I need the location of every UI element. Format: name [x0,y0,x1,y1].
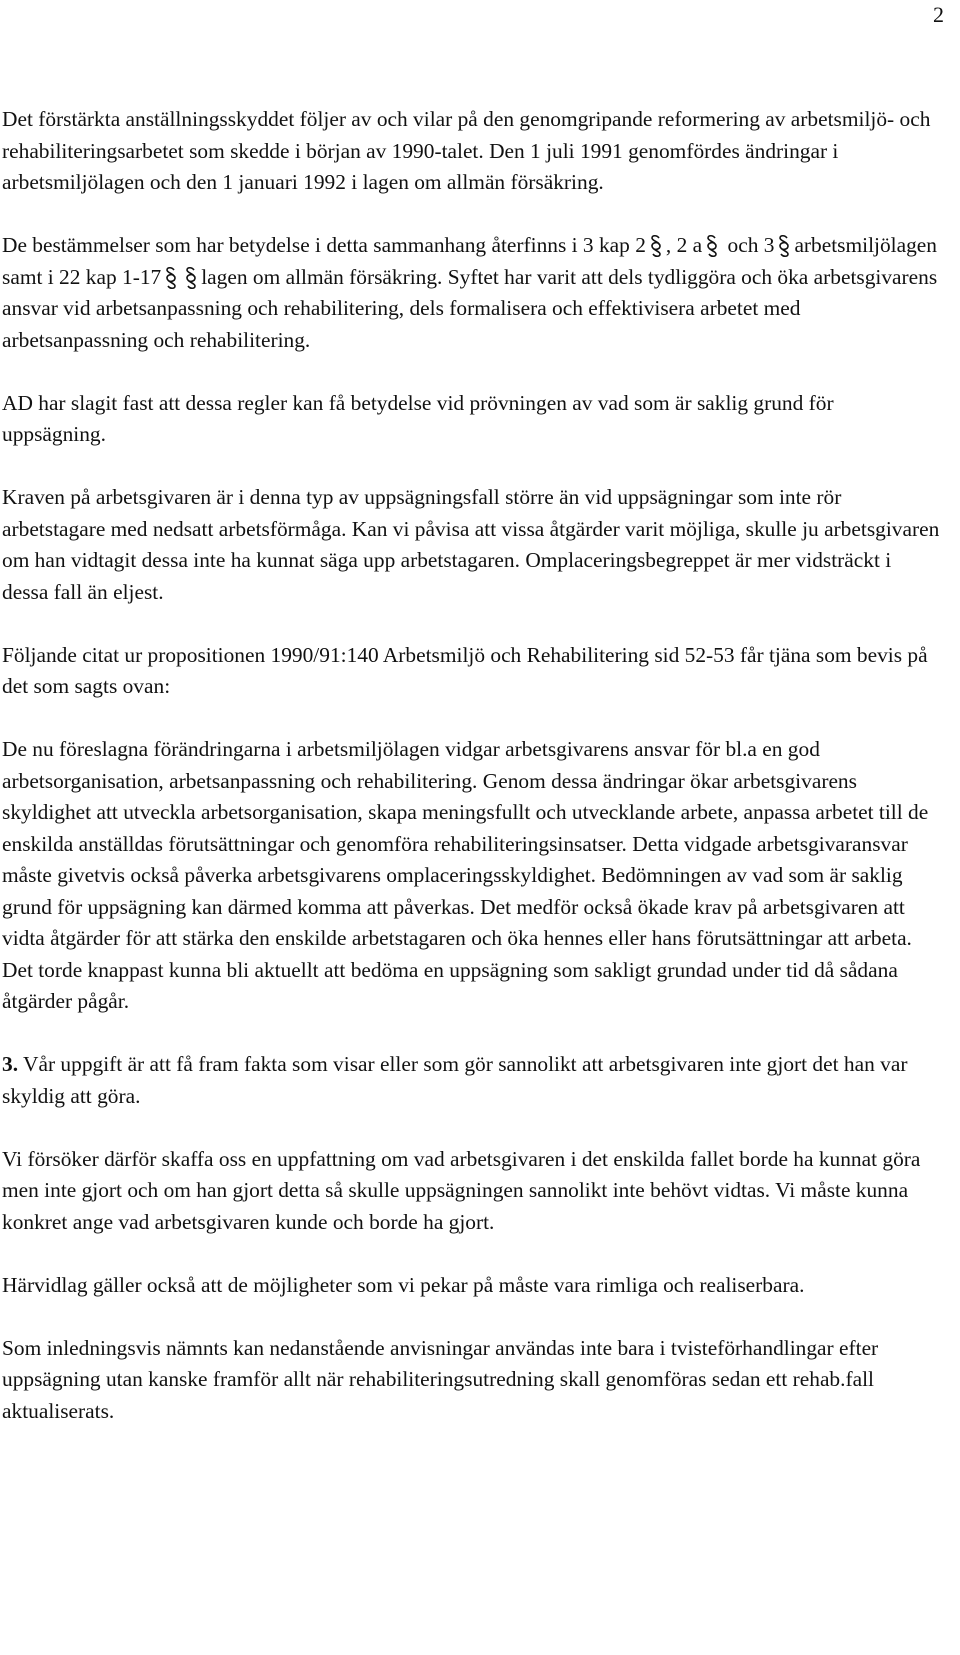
paragraph-1: Det förstärkta anställningsskyddet följer av och vilar på den genomgripande reformering av arbetsmiljö- och rehabiliteringsarbetet som skedde i början av 1990-talet. Den 1 juli 1991 genomfördes ändringar i arbetsmiljölagen och den 1 januari 1992 i lagen om allmän försäkring. [2,107,931,194]
paragraph-4: Kraven på arbetsgivaren är i denna typ av uppsägningsfall större än vid uppsägningar som inte rör arbetstagare med nedsatt arbetsförmåga. Kan vi påvisa att vissa åtgärder varit möjliga, skulle ju arbetsgivaren om han vidtagit dessa inte ha kunnat säga upp arbetstagaren. Omplaceringsbegreppet är mer vidsträckt i dessa fall än eljest. [2,485,940,604]
paragraph-5: Följande citat ur propositionen 1990/91:140 Arbetsmiljö och Rehabilitering sid 52-53 får tjäna som bevis på det som sagts ovan: [2,642,928,698]
section-number: 3. [2,1052,19,1076]
section-sign-icon [776,233,792,259]
paragraph-2-part-b: , 2 a [665,233,703,257]
section-sign-icon [704,233,720,259]
paragraph-7 [2,1049,942,1112]
paragraph-2-part-c: och 3 [727,233,775,257]
document-body [2,104,942,1427]
section-sign-icon [163,265,179,291]
paragraph-7-text: Vår uppgift är att få fram fakta som visar eller som gör sannolikt att arbetsgivaren inte gjort det han var skyldig att göra. [2,1052,908,1108]
paragraph-10: Som inledningsvis nämnts kan nedanstående anvisningar användas inte bara i tvisteförhandlingar efter uppsägning utan kanske framför allt när rehabiliteringsutredning skall genomföras sedan ett rehab.fall aktualiserats. [2,1335,879,1423]
paragraph-2-part-d: arbetsmiljölagen samt i 22 kap 1-17 [2,233,937,289]
paragraph-2 [2,230,942,356]
paragraph-2-part-e: lagen om allmän försäkring. Syftet har varit att dels tydliggöra och öka arbetsgivarens ansvar vid arbetsanpassning och rehabilitering, dels formalisera och effektivisera arbetet med arbetsanpassning och rehabilitering. [2,264,938,352]
paragraph-9: Härvidlag gäller också att de möjligheter som vi pekar på måste vara rimliga och realiserbara. [2,1272,805,1297]
paragraph-2-part-a: De bestämmelser som har betydelse i detta sammanhang återfinns i 3 kap 2 [2,233,646,257]
section-sign-icon [648,233,664,259]
paragraph-3: AD har slagit fast att dessa regler kan få betydelse vid prövningen av vad som är saklig grund för uppsägning. [2,390,834,446]
section-sign-icon [183,265,199,291]
paragraph-8: Vi försöker därför skaffa oss en uppfattning om vad arbetsgivaren i det enskilda fallet borde ha kunnat göra men inte gjort och om han gjort detta så skulle uppsägningen sannolikt inte behövt vidtas. Vi måste kunna konkret ange vad arbetsgivaren kunde och borde ha gjort. [2,1146,921,1234]
quote-paragraph: De nu föreslagna förändringarna i arbetsmiljölagen vidgar arbetsgivarens ansvar för bl.a en god arbetsorganisation, arbetsanpassning och rehabilitering. Genom dessa ändringar ökar arbetsgivarens skyldighet att utveckla arbetsorganisation, skapa meningsfullt och utvecklande arbete, anpassa arbetet till de enskilda anställdas förutsättningar och genomföra rehabiliteringsinsatser. Detta vidgade arbetsgivaransvar måste givetvis också påverka arbetsgivarens omplaceringsskyldighet. Bedömningen av vad som är saklig grund för uppsägning kan därmed komma att påverkas. Det medför också ökade krav på arbetsgivaren att vidta åtgärder för att stärka den enskilde arbetstagaren och öka hennes eller hans förutsättningar att arbeta. Det torde knappast kunna bli aktuellt att bedöma en uppsägning som sakligt grundad under tid då sådana åtgärder pågår. [2,737,929,1013]
page-number: 2 [933,2,944,27]
